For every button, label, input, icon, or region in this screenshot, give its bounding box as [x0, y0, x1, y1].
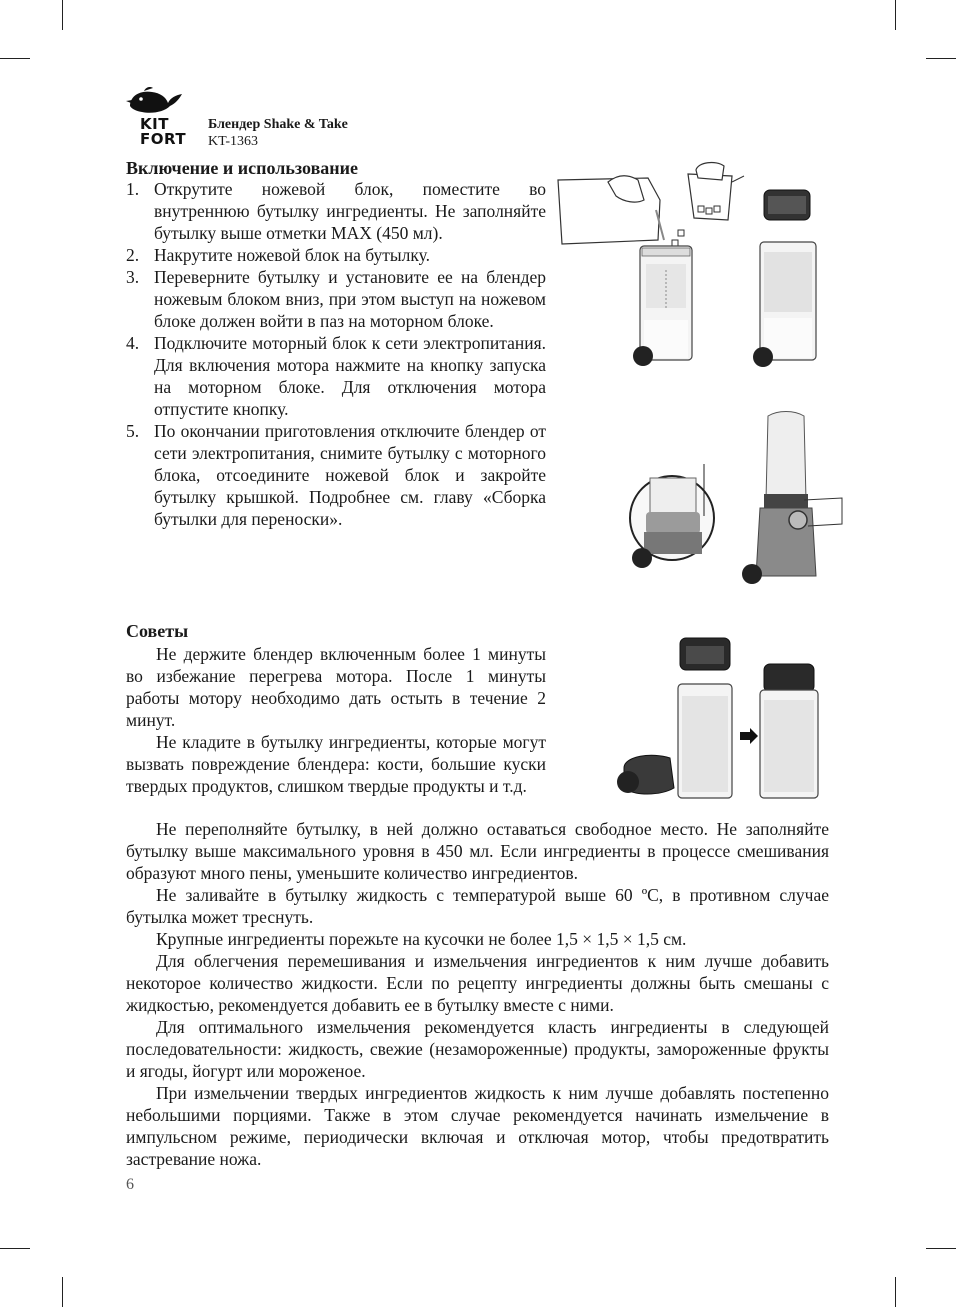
usage-steps-list [126, 178, 546, 530]
step-marker [742, 564, 762, 584]
crop-mark [926, 1248, 956, 1249]
step-marker [753, 347, 773, 367]
tip-paragraph: Не держите блендер включенным более 1 минуты во избежание перегрева мотора. После 1 минуты работы мотору необходимо дать остыть в течение 2 минут. [126, 644, 546, 730]
kitfort-bird-logo-icon [124, 86, 190, 116]
logo-line-2: FORT [140, 130, 187, 148]
tip-paragraph: Не заливайте в бутылку жидкость с температурой выше 60 ºС, в противном случае бутылка может треснуть. [126, 885, 829, 927]
step-marker [632, 548, 652, 568]
crop-mark [895, 0, 896, 30]
usage-heading: Включение и использование [126, 158, 359, 178]
page-number: 6 [126, 1176, 134, 1193]
tip-paragraph: Не кладите в бутылку ингредиенты, которые могут вызвать повреждение блендера: кости, большие куски твердых продуктов, слишком твердые продукты и т.д. [126, 732, 546, 796]
tip-paragraph: Для оптимального измельчения рекомендуется класть ингредиенты в следующей последовательности: жидкость, свежие (незамороженные) продукты, замороженные фрукты и ягоды, йогурт или мороженое. [126, 1017, 829, 1081]
product-title: Блендер Shake & Take [208, 117, 348, 132]
step-marker [617, 771, 639, 793]
list-item: 2. Накрутите ножевой блок на бутылку. [126, 245, 431, 265]
arrow-right-icon [740, 728, 758, 744]
crop-mark [926, 58, 956, 59]
crop-mark [62, 1277, 63, 1307]
kitfort-logo-text [140, 117, 186, 147]
crop-mark [895, 1277, 896, 1307]
list-item: 1. Открутите ножевой блок, поместите во внутреннюю бутылку ингредиенты. Не заполняйте бутылку выше отметки MAX (450 мл). [126, 179, 546, 243]
step-marker [633, 346, 653, 366]
tip-paragraph: При измельчении твердых ингредиентов жидкость к ним лучше добавлять постепенно небольшими порциями. Также в этом случае рекомендуется начинать измельчение в импульсном режиме, периодически включая и отключая мотор, чтобы предотвратить застревание ножа. [126, 1083, 829, 1169]
list-item: 3. Переверните бутылку и установите ее на блендер ножевым блоком вниз, при этом выступ на ножевом блоке должен войти в паз на моторном блоке. [126, 267, 546, 331]
crop-mark [0, 58, 30, 59]
logo-line-1: KIT [140, 115, 169, 133]
list-item: 5. По окончании приготовления отключите блендер от сети электропитания, снимите бутылку с моторного блока, отсоедините ножевой блок и закройте бутылку крышкой. Подробнее см. главу «Сборка бутылки для переноски». [126, 421, 546, 529]
list-item: 4. Подключите моторный блок к сети электропитания. Для включения мотора нажмите на кнопку запуска на моторном блоке. Для отключения мотора отпустите кнопку. [126, 333, 546, 419]
tip-paragraph: Крупные ингредиенты порежьте на кусочки не более 1,5 × 1,5 × 1,5 см. [156, 929, 687, 949]
tip-paragraph: Для облегчения перемешивания и измельчения ингредиентов к ним лучше добавить некоторое количество жидкости. Если по рецепту ингредиенты должны быть смешаны с жидкостью, рекомендуется добавить ее в бутылку вместе с ними. [126, 951, 829, 1015]
crop-mark [62, 0, 63, 30]
crop-mark [0, 1248, 30, 1249]
travel-lid-illustration [614, 632, 846, 804]
mount-bottle-illustration [628, 408, 846, 590]
tips-heading: Советы [126, 621, 189, 641]
step-pour-ingredients-illustration [548, 160, 848, 382]
product-model: KT-1363 [208, 134, 259, 149]
tip-paragraph: Не переполняйте бутылку, в ней должно оставаться свободное место. Не заполняйте бутылку выше максимального уровня в 450 мл. Если ингредиенты в процессе смешивания образуют много пены, уменьшите количество ингредиентов. [126, 819, 829, 883]
